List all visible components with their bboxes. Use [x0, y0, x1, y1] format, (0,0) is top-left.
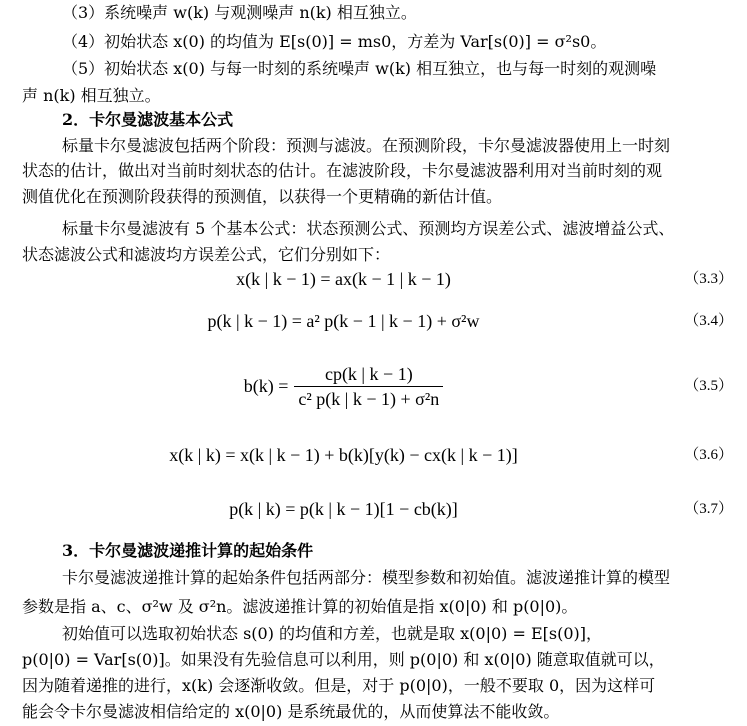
equation-3-6-number: （3.6）: [684, 447, 733, 463]
paragraph-2-line1: 标量卡尔曼滤波有 5 个基本公式：状态预测公式、预测均方误差公式、滤波增益公式、: [62, 219, 675, 238]
section-heading-2: 2．卡尔曼滤波基本公式: [62, 110, 234, 129]
equation-3-5-lhs: b(k) =: [243, 375, 289, 396]
equation-3-4-formula: p(k | k − 1) = a² p(k − 1 | k − 1) + σ²w: [207, 311, 480, 331]
paragraph-4-line2: p(0|0) = Var[s(0)]。如果没有先验信息可以利用，则 p(0|0) 和 x(0|0) 随意取值就可以，: [22, 650, 665, 669]
equation-3-5-denominator: c² p(k | k − 1) + σ²n: [294, 386, 443, 411]
paragraph-3-line1: 卡尔曼滤波递推计算的起始条件包括两部分：模型参数和初始值。滤波递推计算的模型: [62, 568, 671, 587]
paragraph-4-line1: 初始值可以选取初始状态 s(0) 的均值和方差，也就是取 x(0|0) = E[s(0)]，: [62, 624, 603, 643]
equation-3-3-formula: x(k | k − 1) = ax(k − 1 | k − 1): [236, 269, 451, 289]
equation-3-6: [0, 442, 747, 468]
equation-3-6-formula: x(k | k) = x(k | k − 1) + b(k)[y(k) − cx(k | k − 1)]: [169, 445, 518, 465]
equation-3-4: [0, 308, 747, 334]
equation-3-7: [0, 496, 747, 522]
paragraph-1-line1: 标量卡尔曼滤波包括两个阶段：预测与滤波。在预测阶段，卡尔曼滤波器使用上一时刻: [62, 136, 671, 155]
equation-3-7-number: （3.7）: [684, 501, 733, 517]
section-heading-3: 3．卡尔曼滤波递推计算的起始条件: [62, 541, 314, 560]
equation-3-4-number: （3.4）: [684, 313, 733, 329]
assumption-3: （3）系统噪声 w(k) 与观测噪声 n(k) 相互独立。: [62, 3, 417, 22]
assumption-5-line2: 声 n(k) 相互独立。: [22, 86, 161, 105]
paragraph-2-line2: 状态滤波公式和滤波均方误差公式，它们分别如下：: [22, 245, 391, 264]
paragraph-1-line3: 测值优化在预测阶段获得的预测值，以获得一个更精确的新估计值。: [22, 187, 503, 206]
assumption-5-line1: （5）初始状态 x(0) 与每一时刻的系统噪声 w(k) 相互独立，也与每一时刻的观测噪: [62, 59, 657, 78]
equation-3-5-formula: [0, 358, 687, 414]
equation-3-3-number: （3.3）: [684, 271, 733, 287]
equation-3-5-number: （3.5）: [684, 378, 733, 394]
equation-3-7-formula: p(k | k) = p(k | k − 1)[1 − cb(k)]: [229, 499, 458, 519]
equation-3-3: [0, 266, 747, 292]
paragraph-4-line4: 能会令卡尔曼滤波相信给定的 x(0|0) 是系统最优的，从而使算法不能收敛。: [22, 702, 560, 721]
paragraph-4-line3: 因为随着递推的进行，x(k) 会逐渐收敛。但是，对于 p(0|0)，一般不要取 0，因为这样可: [22, 676, 656, 695]
assumption-4: （4）初始状态 x(0) 的均值为 E[s(0)] = ms0，方差为 Var[s(0)] = σ²s0。: [62, 32, 607, 51]
equation-3-5: [0, 358, 747, 414]
equation-3-5-fraction: [294, 362, 443, 411]
paragraph-1-line2: 状态的估计，做出对当前时刻状态的估计。在滤波阶段，卡尔曼滤波器利用对当前时刻的观: [22, 161, 663, 180]
paragraph-3-line2: 参数是指 a、c、σ²w 及 σ²n。滤波递推计算的初始值是指 x(0|0) 和 p(0|0)。: [22, 597, 578, 616]
equation-3-5-numerator: cp(k | k − 1): [324, 363, 413, 384]
